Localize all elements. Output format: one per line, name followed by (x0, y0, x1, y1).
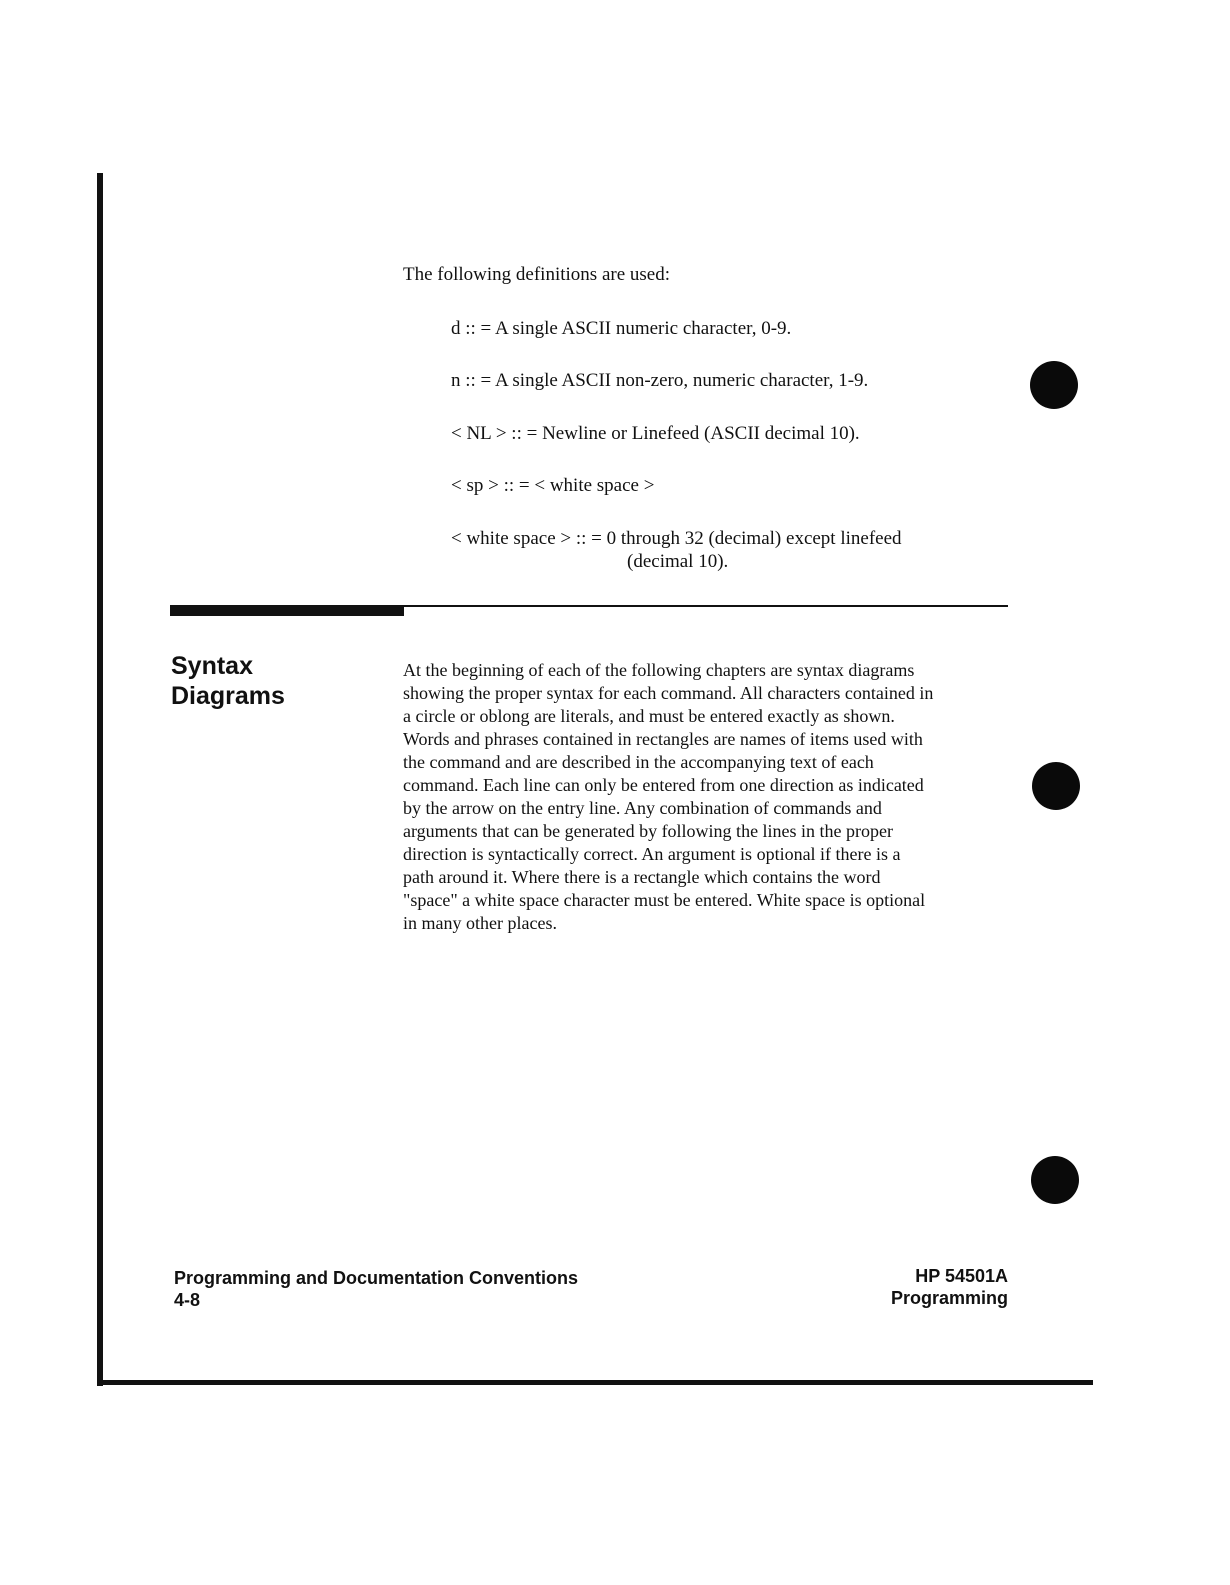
page-left-border (97, 173, 103, 1386)
binder-hole-bottom (1031, 1156, 1079, 1204)
paragraph-line: showing the proper syntax for each command. All characters contained in (403, 683, 934, 703)
footer-manual-section: Programming (890, 1288, 1008, 1308)
paragraph-line: arguments that can be generated by following the lines in the proper (403, 821, 894, 841)
footer-left (174, 1267, 578, 1311)
paragraph-line: At the beginning of each of the following chapters are syntax diagrams (403, 660, 915, 680)
definitions-intro: The following definitions are used: (403, 264, 670, 285)
footer-chapter-title: Programming and Documentation Conventions (174, 1268, 579, 1288)
paragraph-line: command. Each line can only be entered from one direction as indicated (403, 775, 924, 795)
binder-hole-middle (1032, 762, 1080, 810)
footer-page-number: 4-8 (174, 1290, 201, 1310)
paragraph-line: direction is syntactically correct. An argument is optional if there is a (403, 844, 901, 864)
definition-sp: < sp > :: = < white space > (451, 475, 655, 496)
syntax-diagrams-paragraph (403, 659, 1013, 935)
section-heading (171, 651, 285, 711)
binder-hole-top (1030, 361, 1078, 409)
page-bottom-border (97, 1380, 1093, 1385)
section-divider-thin (170, 605, 1008, 607)
paragraph-line: in many other places. (403, 913, 557, 933)
definition-white-space-continuation: (decimal 10). (627, 551, 729, 572)
section-heading-line-2: Diagrams (171, 682, 285, 710)
paragraph-line: Words and phrases contained in rectangles are names of items used with (403, 729, 923, 749)
footer-product-name: HP 54501A (915, 1266, 1008, 1286)
paragraph-line: path around it. Where there is a rectangle which contains the word (403, 867, 881, 887)
paragraph-line: "space" a white space character must be entered. White space is optional (403, 890, 926, 910)
definition-d: d :: = A single ASCII numeric character, 0-9. (451, 318, 792, 339)
paragraph-line: a circle or oblong are literals, and must be entered exactly as shown. (403, 706, 895, 726)
definition-white-space: < white space > :: = 0 through 32 (decimal) except linefeed (451, 528, 902, 549)
definition-n: n :: = A single ASCII non-zero, numeric character, 1-9. (451, 370, 869, 391)
paragraph-line: by the arrow on the entry line. Any combination of commands and (403, 798, 882, 818)
paragraph-line: the command and are described in the accompanying text of each (403, 752, 874, 772)
footer-right (891, 1265, 1008, 1309)
definition-nl: < NL > :: = Newline or Linefeed (ASCII decimal 10). (451, 423, 860, 444)
section-heading-line-1: Syntax (171, 652, 253, 680)
